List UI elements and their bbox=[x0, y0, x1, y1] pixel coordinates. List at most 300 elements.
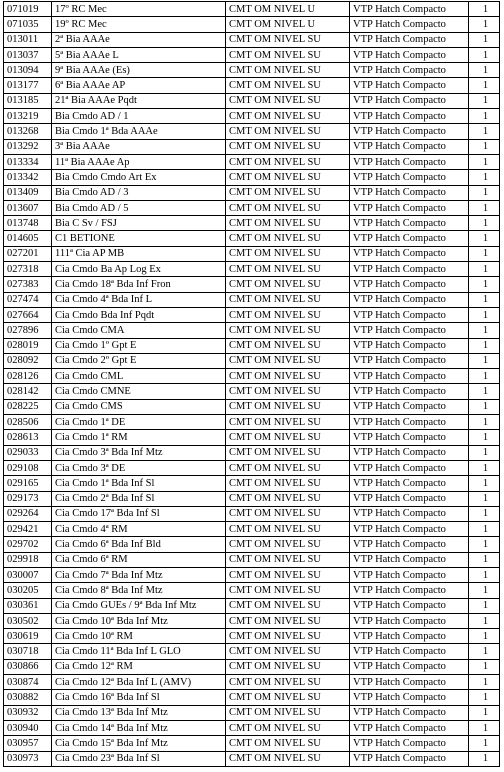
table-row bbox=[4, 491, 500, 506]
qty-cell: 1 bbox=[469, 369, 500, 384]
code-cell: 029165 bbox=[4, 476, 52, 491]
unit-cell: Cia Cmdo 18ª Bda Inf Fron bbox=[52, 277, 226, 292]
vehicle-cell: VTP Hatch Compacto bbox=[350, 216, 469, 231]
unit-cell: Cia Cmdo 12ª Bda Inf L (AMV) bbox=[52, 675, 226, 690]
code-cell: 027318 bbox=[4, 262, 52, 277]
table-row bbox=[4, 629, 500, 644]
rank-cell: CMT OM NIVEL SU bbox=[226, 277, 350, 292]
code-cell: 029173 bbox=[4, 491, 52, 506]
code-cell: 013037 bbox=[4, 47, 52, 62]
rank-cell: CMT OM NIVEL SU bbox=[226, 583, 350, 598]
vehicle-cell: VTP Hatch Compacto bbox=[350, 63, 469, 78]
rank-cell: CMT OM NIVEL SU bbox=[226, 552, 350, 567]
vehicle-cell: VTP Hatch Compacto bbox=[350, 613, 469, 628]
table-row bbox=[4, 32, 500, 47]
rank-cell: CMT OM NIVEL SU bbox=[226, 353, 350, 368]
table-row bbox=[4, 170, 500, 185]
unit-cell: 5ª Bia AAAe L bbox=[52, 47, 226, 62]
code-cell: 030973 bbox=[4, 751, 52, 766]
qty-cell: 1 bbox=[469, 246, 500, 261]
table-row bbox=[4, 109, 500, 124]
unit-cell: Cia Cmdo 13ª Bda Inf Mtz bbox=[52, 705, 226, 720]
code-cell: 030007 bbox=[4, 567, 52, 582]
table-row bbox=[4, 399, 500, 414]
code-cell: 013607 bbox=[4, 200, 52, 215]
vehicle-cell: VTP Hatch Compacto bbox=[350, 567, 469, 582]
vehicle-cell: VTP Hatch Compacto bbox=[350, 78, 469, 93]
code-cell: 029108 bbox=[4, 460, 52, 475]
table-row bbox=[4, 154, 500, 169]
unit-cell: 21ª Bia AAAe Pqdt bbox=[52, 93, 226, 108]
table-row bbox=[4, 384, 500, 399]
rank-cell: CMT OM NIVEL SU bbox=[226, 384, 350, 399]
qty-cell: 1 bbox=[469, 47, 500, 62]
rank-cell: CMT OM NIVEL SU bbox=[226, 567, 350, 582]
vehicle-cell: VTP Hatch Compacto bbox=[350, 109, 469, 124]
code-cell: 030874 bbox=[4, 675, 52, 690]
vehicle-cell: VTP Hatch Compacto bbox=[350, 338, 469, 353]
table-row bbox=[4, 720, 500, 735]
table-row bbox=[4, 476, 500, 491]
qty-cell: 1 bbox=[469, 629, 500, 644]
code-cell: 013409 bbox=[4, 185, 52, 200]
vehicle-cell: VTP Hatch Compacto bbox=[350, 415, 469, 430]
unit-cell: Cia Cmdo 17ª Bda Inf Sl bbox=[52, 506, 226, 521]
rank-cell: CMT OM NIVEL SU bbox=[226, 200, 350, 215]
table-row bbox=[4, 751, 500, 766]
code-cell: 030502 bbox=[4, 613, 52, 628]
vehicle-cell: VTP Hatch Compacto bbox=[350, 460, 469, 475]
unit-cell: Cia Cmdo CML bbox=[52, 369, 226, 384]
rank-cell: CMT OM NIVEL SU bbox=[226, 231, 350, 246]
qty-cell: 1 bbox=[469, 292, 500, 307]
unit-cell: Cia Cmdo CMS bbox=[52, 399, 226, 414]
vehicle-cell: VTP Hatch Compacto bbox=[350, 200, 469, 215]
unit-cell: 111ª Cia AP MB bbox=[52, 246, 226, 261]
code-cell: 028225 bbox=[4, 399, 52, 414]
unit-cell: Cia Cmdo Bda Inf Pqdt bbox=[52, 307, 226, 322]
vehicle-cell: VTP Hatch Compacto bbox=[350, 32, 469, 47]
unit-cell: Cia Cmdo 2º Gpt E bbox=[52, 353, 226, 368]
unit-cell: Cia Cmdo 10ª Bda Inf Mtz bbox=[52, 613, 226, 628]
table-row bbox=[4, 277, 500, 292]
vehicle-cell: VTP Hatch Compacto bbox=[350, 506, 469, 521]
vehicle-cell: VTP Hatch Compacto bbox=[350, 690, 469, 705]
code-cell: 028506 bbox=[4, 415, 52, 430]
table-row bbox=[4, 63, 500, 78]
code-cell: 028019 bbox=[4, 338, 52, 353]
vehicle-cell: VTP Hatch Compacto bbox=[350, 277, 469, 292]
vehicle-cell: VTP Hatch Compacto bbox=[350, 537, 469, 552]
code-cell: 030361 bbox=[4, 598, 52, 613]
unit-cell: Cia Cmdo 6ª Bda Inf Bld bbox=[52, 537, 226, 552]
qty-cell: 1 bbox=[469, 216, 500, 231]
vehicle-cell: VTP Hatch Compacto bbox=[350, 720, 469, 735]
rank-cell: CMT OM NIVEL SU bbox=[226, 705, 350, 720]
unit-cell: C1 BETIONE bbox=[52, 231, 226, 246]
vehicle-cell: VTP Hatch Compacto bbox=[350, 246, 469, 261]
unit-cell: Bia Cmdo Cmdo Art Ex bbox=[52, 170, 226, 185]
vehicle-cell: VTP Hatch Compacto bbox=[350, 47, 469, 62]
code-cell: 029033 bbox=[4, 445, 52, 460]
rank-cell: CMT OM NIVEL SU bbox=[226, 476, 350, 491]
vehicle-cell: VTP Hatch Compacto bbox=[350, 644, 469, 659]
table-row bbox=[4, 369, 500, 384]
qty-cell: 1 bbox=[469, 2, 500, 17]
qty-cell: 1 bbox=[469, 170, 500, 185]
code-cell: 029702 bbox=[4, 537, 52, 552]
allocation-table bbox=[3, 1, 500, 767]
qty-cell: 1 bbox=[469, 506, 500, 521]
rank-cell: CMT OM NIVEL SU bbox=[226, 613, 350, 628]
rank-cell: CMT OM NIVEL SU bbox=[226, 32, 350, 47]
code-cell: 027474 bbox=[4, 292, 52, 307]
table-row bbox=[4, 78, 500, 93]
code-cell: 029421 bbox=[4, 522, 52, 537]
unit-cell: Cia Cmdo CMNE bbox=[52, 384, 226, 399]
table-row bbox=[4, 445, 500, 460]
code-cell: 028142 bbox=[4, 384, 52, 399]
code-cell: 071019 bbox=[4, 2, 52, 17]
vehicle-cell: VTP Hatch Compacto bbox=[350, 705, 469, 720]
qty-cell: 1 bbox=[469, 659, 500, 674]
qty-cell: 1 bbox=[469, 598, 500, 613]
qty-cell: 1 bbox=[469, 430, 500, 445]
rank-cell: CMT OM NIVEL SU bbox=[226, 78, 350, 93]
qty-cell: 1 bbox=[469, 78, 500, 93]
rank-cell: CMT OM NIVEL SU bbox=[226, 522, 350, 537]
unit-cell: Cia Cmdo 4ª Bda Inf L bbox=[52, 292, 226, 307]
qty-cell: 1 bbox=[469, 415, 500, 430]
code-cell: 013334 bbox=[4, 154, 52, 169]
qty-cell: 1 bbox=[469, 567, 500, 582]
qty-cell: 1 bbox=[469, 445, 500, 460]
vehicle-cell: VTP Hatch Compacto bbox=[350, 598, 469, 613]
rank-cell: CMT OM NIVEL SU bbox=[226, 629, 350, 644]
code-cell: 028613 bbox=[4, 430, 52, 445]
qty-cell: 1 bbox=[469, 399, 500, 414]
qty-cell: 1 bbox=[469, 720, 500, 735]
code-cell: 030866 bbox=[4, 659, 52, 674]
qty-cell: 1 bbox=[469, 231, 500, 246]
rank-cell: CMT OM NIVEL SU bbox=[226, 491, 350, 506]
vehicle-cell: VTP Hatch Compacto bbox=[350, 231, 469, 246]
code-cell: 030205 bbox=[4, 583, 52, 598]
table-row bbox=[4, 338, 500, 353]
unit-cell: 11ª Bia AAAe Ap bbox=[52, 154, 226, 169]
code-cell: 029918 bbox=[4, 552, 52, 567]
vehicle-cell: VTP Hatch Compacto bbox=[350, 292, 469, 307]
unit-cell: Cia Cmdo 1ª DE bbox=[52, 415, 226, 430]
code-cell: 030718 bbox=[4, 644, 52, 659]
rank-cell: CMT OM NIVEL SU bbox=[226, 751, 350, 766]
table-row bbox=[4, 613, 500, 628]
unit-cell: Bia C Sv / FSJ bbox=[52, 216, 226, 231]
code-cell: 013011 bbox=[4, 32, 52, 47]
rank-cell: CMT OM NIVEL SU bbox=[226, 307, 350, 322]
code-cell: 013185 bbox=[4, 93, 52, 108]
qty-cell: 1 bbox=[469, 613, 500, 628]
code-cell: 028092 bbox=[4, 353, 52, 368]
table-row bbox=[4, 323, 500, 338]
vehicle-cell: VTP Hatch Compacto bbox=[350, 552, 469, 567]
unit-cell: Cia Cmdo 14ª Bda Inf Mtz bbox=[52, 720, 226, 735]
rank-cell: CMT OM NIVEL SU bbox=[226, 537, 350, 552]
unit-cell: Bia Cmdo 1ª Bda AAAe bbox=[52, 124, 226, 139]
qty-cell: 1 bbox=[469, 675, 500, 690]
qty-cell: 1 bbox=[469, 751, 500, 766]
qty-cell: 1 bbox=[469, 185, 500, 200]
vehicle-cell: VTP Hatch Compacto bbox=[350, 491, 469, 506]
qty-cell: 1 bbox=[469, 262, 500, 277]
unit-cell: Cia Cmdo 3ª DE bbox=[52, 460, 226, 475]
vehicle-cell: VTP Hatch Compacto bbox=[350, 2, 469, 17]
qty-cell: 1 bbox=[469, 491, 500, 506]
table-row bbox=[4, 675, 500, 690]
rank-cell: CMT OM NIVEL SU bbox=[226, 415, 350, 430]
code-cell: 030940 bbox=[4, 720, 52, 735]
qty-cell: 1 bbox=[469, 109, 500, 124]
unit-cell: 17º RC Mec bbox=[52, 2, 226, 17]
vehicle-cell: VTP Hatch Compacto bbox=[350, 185, 469, 200]
qty-cell: 1 bbox=[469, 17, 500, 32]
rank-cell: CMT OM NIVEL SU bbox=[226, 154, 350, 169]
unit-cell: Cia Cmdo 4ª RM bbox=[52, 522, 226, 537]
unit-cell: 9ª Bia AAAe (Es) bbox=[52, 63, 226, 78]
rank-cell: CMT OM NIVEL SU bbox=[226, 736, 350, 751]
vehicle-cell: VTP Hatch Compacto bbox=[350, 399, 469, 414]
unit-cell: Cia Cmdo 11ª Bda Inf L GLO bbox=[52, 644, 226, 659]
table-row bbox=[4, 537, 500, 552]
code-cell: 027896 bbox=[4, 323, 52, 338]
vehicle-cell: VTP Hatch Compacto bbox=[350, 476, 469, 491]
rank-cell: CMT OM NIVEL SU bbox=[226, 445, 350, 460]
rank-cell: CMT OM NIVEL SU bbox=[226, 399, 350, 414]
rank-cell: CMT OM NIVEL SU bbox=[226, 338, 350, 353]
code-cell: 071035 bbox=[4, 17, 52, 32]
vehicle-cell: VTP Hatch Compacto bbox=[350, 675, 469, 690]
rank-cell: CMT OM NIVEL SU bbox=[226, 323, 350, 338]
rank-cell: CMT OM NIVEL SU bbox=[226, 262, 350, 277]
rank-cell: CMT OM NIVEL SU bbox=[226, 109, 350, 124]
unit-cell: Cia Cmdo 3ª Bda Inf Mtz bbox=[52, 445, 226, 460]
unit-cell: Bia Cmdo AD / 1 bbox=[52, 109, 226, 124]
unit-cell: 3ª Bia AAAe bbox=[52, 139, 226, 154]
unit-cell: Cia Cmdo 12ª RM bbox=[52, 659, 226, 674]
unit-cell: Cia Cmdo 10ª RM bbox=[52, 629, 226, 644]
table-row bbox=[4, 567, 500, 582]
vehicle-cell: VTP Hatch Compacto bbox=[350, 751, 469, 766]
table-row bbox=[4, 659, 500, 674]
table-row bbox=[4, 185, 500, 200]
code-cell: 013219 bbox=[4, 109, 52, 124]
unit-cell: 19º RC Mec bbox=[52, 17, 226, 32]
unit-cell: Cia Cmdo 6ª RM bbox=[52, 552, 226, 567]
rank-cell: CMT OM NIVEL SU bbox=[226, 246, 350, 261]
qty-cell: 1 bbox=[469, 384, 500, 399]
table-row bbox=[4, 93, 500, 108]
rank-cell: CMT OM NIVEL SU bbox=[226, 63, 350, 78]
unit-cell: Cia Cmdo 1ª RM bbox=[52, 430, 226, 445]
vehicle-cell: VTP Hatch Compacto bbox=[350, 369, 469, 384]
code-cell: 030932 bbox=[4, 705, 52, 720]
table-row bbox=[4, 644, 500, 659]
table-row bbox=[4, 231, 500, 246]
code-cell: 027201 bbox=[4, 246, 52, 261]
unit-cell: Bia Cmdo AD / 3 bbox=[52, 185, 226, 200]
unit-cell: Cia Cmdo 8ª Bda Inf Mtz bbox=[52, 583, 226, 598]
code-cell: 028126 bbox=[4, 369, 52, 384]
vehicle-cell: VTP Hatch Compacto bbox=[350, 384, 469, 399]
qty-cell: 1 bbox=[469, 277, 500, 292]
vehicle-cell: VTP Hatch Compacto bbox=[350, 154, 469, 169]
qty-cell: 1 bbox=[469, 583, 500, 598]
qty-cell: 1 bbox=[469, 460, 500, 475]
table-row bbox=[4, 124, 500, 139]
table-row bbox=[4, 2, 500, 17]
rank-cell: CMT OM NIVEL SU bbox=[226, 369, 350, 384]
vehicle-cell: VTP Hatch Compacto bbox=[350, 736, 469, 751]
rank-cell: CMT OM NIVEL SU bbox=[226, 690, 350, 705]
vehicle-cell: VTP Hatch Compacto bbox=[350, 629, 469, 644]
rank-cell: CMT OM NIVEL SU bbox=[226, 675, 350, 690]
unit-cell: Cia Cmdo 16ª Bda Inf Sl bbox=[52, 690, 226, 705]
table-row bbox=[4, 292, 500, 307]
vehicle-cell: VTP Hatch Compacto bbox=[350, 17, 469, 32]
qty-cell: 1 bbox=[469, 552, 500, 567]
code-cell: 027383 bbox=[4, 277, 52, 292]
table-row bbox=[4, 200, 500, 215]
rank-cell: CMT OM NIVEL SU bbox=[226, 598, 350, 613]
table-row bbox=[4, 690, 500, 705]
unit-cell: 2ª Bia AAAe bbox=[52, 32, 226, 47]
code-cell: 029264 bbox=[4, 506, 52, 521]
vehicle-cell: VTP Hatch Compacto bbox=[350, 445, 469, 460]
unit-cell: Cia Cmdo 15ª Bda Inf Mtz bbox=[52, 736, 226, 751]
rank-cell: CMT OM NIVEL SU bbox=[226, 47, 350, 62]
qty-cell: 1 bbox=[469, 522, 500, 537]
qty-cell: 1 bbox=[469, 644, 500, 659]
qty-cell: 1 bbox=[469, 736, 500, 751]
table-row bbox=[4, 307, 500, 322]
code-cell: 030957 bbox=[4, 736, 52, 751]
rank-cell: CMT OM NIVEL SU bbox=[226, 506, 350, 521]
table-row bbox=[4, 353, 500, 368]
vehicle-cell: VTP Hatch Compacto bbox=[350, 139, 469, 154]
rank-cell: CMT OM NIVEL SU bbox=[226, 124, 350, 139]
rank-cell: CMT OM NIVEL SU bbox=[226, 170, 350, 185]
rank-cell: CMT OM NIVEL SU bbox=[226, 430, 350, 445]
table-row bbox=[4, 736, 500, 751]
table-row bbox=[4, 246, 500, 261]
vehicle-cell: VTP Hatch Compacto bbox=[350, 522, 469, 537]
code-cell: 013094 bbox=[4, 63, 52, 78]
vehicle-cell: VTP Hatch Compacto bbox=[350, 262, 469, 277]
qty-cell: 1 bbox=[469, 537, 500, 552]
table-row bbox=[4, 552, 500, 567]
unit-cell: Cia Cmdo GUEs / 9ª Bda Inf Mtz bbox=[52, 598, 226, 613]
rank-cell: CMT OM NIVEL SU bbox=[226, 659, 350, 674]
table-row bbox=[4, 506, 500, 521]
vehicle-cell: VTP Hatch Compacto bbox=[350, 93, 469, 108]
table-row bbox=[4, 460, 500, 475]
qty-cell: 1 bbox=[469, 32, 500, 47]
table-row bbox=[4, 415, 500, 430]
vehicle-cell: VTP Hatch Compacto bbox=[350, 307, 469, 322]
code-cell: 013177 bbox=[4, 78, 52, 93]
qty-cell: 1 bbox=[469, 154, 500, 169]
rank-cell: CMT OM NIVEL SU bbox=[226, 216, 350, 231]
rank-cell: CMT OM NIVEL SU bbox=[226, 93, 350, 108]
code-cell: 013342 bbox=[4, 170, 52, 185]
code-cell: 030619 bbox=[4, 629, 52, 644]
table-body bbox=[4, 2, 500, 767]
unit-cell: Cia Cmdo Ba Ap Log Ex bbox=[52, 262, 226, 277]
qty-cell: 1 bbox=[469, 353, 500, 368]
unit-cell: Cia Cmdo 7ª Bda Inf Mtz bbox=[52, 567, 226, 582]
table-row bbox=[4, 522, 500, 537]
qty-cell: 1 bbox=[469, 690, 500, 705]
qty-cell: 1 bbox=[469, 476, 500, 491]
rank-cell: CMT OM NIVEL SU bbox=[226, 460, 350, 475]
vehicle-cell: VTP Hatch Compacto bbox=[350, 323, 469, 338]
table-row bbox=[4, 598, 500, 613]
qty-cell: 1 bbox=[469, 139, 500, 154]
rank-cell: CMT OM NIVEL SU bbox=[226, 292, 350, 307]
rank-cell: CMT OM NIVEL U bbox=[226, 2, 350, 17]
vehicle-cell: VTP Hatch Compacto bbox=[350, 124, 469, 139]
rank-cell: CMT OM NIVEL SU bbox=[226, 644, 350, 659]
rank-cell: CMT OM NIVEL SU bbox=[226, 139, 350, 154]
table-row bbox=[4, 583, 500, 598]
code-cell: 014605 bbox=[4, 231, 52, 246]
unit-cell: 6ª Bia AAAe AP bbox=[52, 78, 226, 93]
vehicle-cell: VTP Hatch Compacto bbox=[350, 659, 469, 674]
table-row bbox=[4, 139, 500, 154]
qty-cell: 1 bbox=[469, 93, 500, 108]
vehicle-cell: VTP Hatch Compacto bbox=[350, 353, 469, 368]
rank-cell: CMT OM NIVEL SU bbox=[226, 185, 350, 200]
table-row bbox=[4, 705, 500, 720]
code-cell: 030882 bbox=[4, 690, 52, 705]
code-cell: 027664 bbox=[4, 307, 52, 322]
rank-cell: CMT OM NIVEL SU bbox=[226, 720, 350, 735]
qty-cell: 1 bbox=[469, 307, 500, 322]
code-cell: 013292 bbox=[4, 139, 52, 154]
unit-cell: Cia Cmdo 1º Gpt E bbox=[52, 338, 226, 353]
table-row bbox=[4, 17, 500, 32]
unit-cell: Cia Cmdo CMA bbox=[52, 323, 226, 338]
code-cell: 013748 bbox=[4, 216, 52, 231]
qty-cell: 1 bbox=[469, 338, 500, 353]
code-cell: 013268 bbox=[4, 124, 52, 139]
vehicle-cell: VTP Hatch Compacto bbox=[350, 430, 469, 445]
qty-cell: 1 bbox=[469, 323, 500, 338]
unit-cell: Cia Cmdo 2ª Bda Inf Sl bbox=[52, 491, 226, 506]
qty-cell: 1 bbox=[469, 200, 500, 215]
table-row bbox=[4, 430, 500, 445]
rank-cell: CMT OM NIVEL U bbox=[226, 17, 350, 32]
vehicle-cell: VTP Hatch Compacto bbox=[350, 170, 469, 185]
vehicle-cell: VTP Hatch Compacto bbox=[350, 583, 469, 598]
qty-cell: 1 bbox=[469, 705, 500, 720]
unit-cell: Cia Cmdo 1ª Bda Inf Sl bbox=[52, 476, 226, 491]
qty-cell: 1 bbox=[469, 63, 500, 78]
qty-cell: 1 bbox=[469, 124, 500, 139]
table-row bbox=[4, 47, 500, 62]
unit-cell: Cia Cmdo 23ª Bda Inf Sl bbox=[52, 751, 226, 766]
unit-cell: Bia Cmdo AD / 5 bbox=[52, 200, 226, 215]
